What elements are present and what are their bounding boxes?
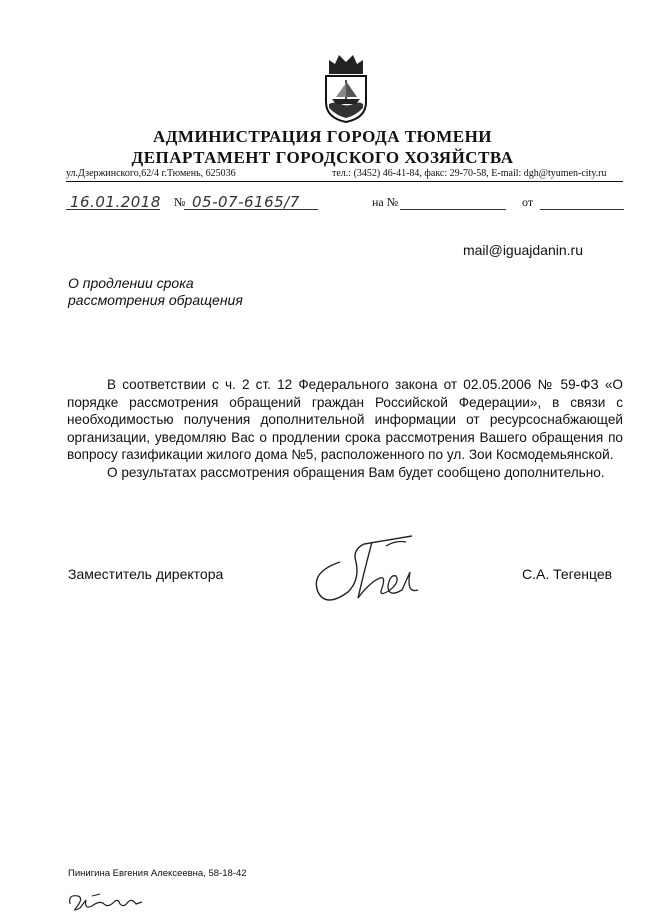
reference-number-underline: [400, 209, 506, 210]
body-paragraph-1: В соответствии с ч. 2 ст. 12 Федерального закона от 02.05.2006 № 59-ФЗ «О порядке рассмотрения обращений граждан Российской Федерации», в связи с необходимостью получения дополнительной информации от ресурсоснабжающей организации, уведомляю Вас о продлении срока рассмотрения Вашего обращения по вопросу газификации жилого дома №5, расположенного по ул. Зои Космодемьянской.: [67, 377, 623, 462]
date-underline: [66, 209, 160, 210]
city-emblem-icon: [321, 52, 371, 124]
org-contacts: тел.: (3452) 46-41-84, факс: 29-70-58, E-mail: dgh@tyumen-city.ru: [332, 168, 607, 179]
signatory-title: Заместитель директора: [68, 566, 224, 582]
registration-date: 16.01.2018: [70, 193, 161, 211]
executor-initials-signature: [66, 886, 146, 916]
handwritten-signature: [300, 532, 450, 612]
executor-info: Пинигина Евгения Алексеевна, 58-18-42: [68, 868, 247, 879]
recipient-email: mail@iguajdanin.ru: [462, 242, 583, 258]
subject-line2: рассмотрения обращения: [68, 292, 243, 308]
header-rule: [66, 181, 623, 182]
body-paragraph-2: О результатах рассмотрения обращения Вам будет сообщено дополнительно.: [107, 464, 605, 480]
registration-number: 05-07-6165/7: [192, 193, 300, 211]
reference-date-label: от: [522, 195, 534, 209]
reference-number-label: на №: [372, 195, 399, 209]
letter-body: [67, 376, 623, 481]
signatory-name: С.А. Тегенцев: [522, 566, 613, 582]
number-underline: [184, 209, 318, 210]
org-name-line2: ДЕПАРТАМЕНТ ГОРОДСКОГО ХОЗЯЙСТВА: [131, 148, 514, 167]
reference-date-underline: [540, 209, 624, 210]
org-name-line1: АДМИНИСТРАЦИЯ ГОРОДА ТЮМЕНИ: [152, 127, 493, 146]
org-address: ул.Дзержинского,62/4 г.Тюмень, 625036: [66, 168, 236, 179]
number-label: №: [174, 195, 186, 209]
subject-line1: О продлении срока: [68, 275, 194, 291]
